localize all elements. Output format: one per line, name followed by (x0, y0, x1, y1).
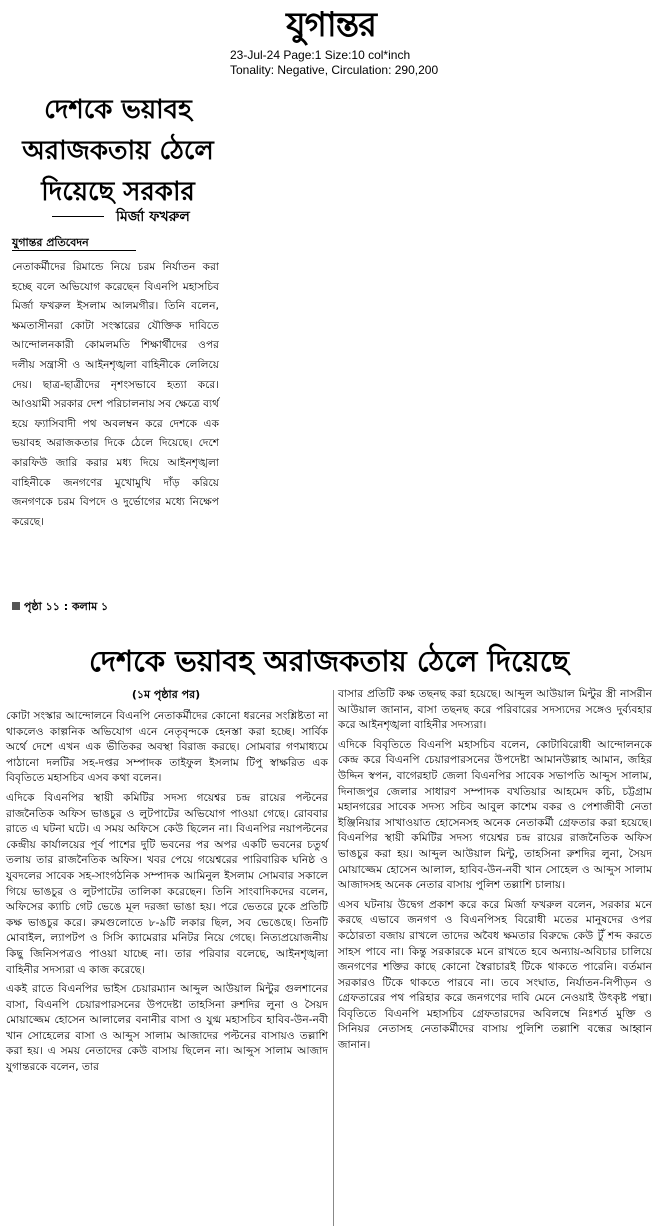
paragraph: কোটা সংস্কার আন্দোলনে বিএনপি নেতাকর্মীদের কোনো ধরনের সংশ্লিষ্টতা না থাকলেও কাল্পনিক অভিযোগ এনে নেতৃবৃন্দকে হেনস্তা করা হচ্ছে। সার্বিক অর্থে দেশে এখন এক ভীতিকর অবস্থা বিরাজ করছে। সোমবার গণমাধ্যমে পাঠানো দলটির সহ-দপ্তর সম্পাদক তাইফুল ইসলাম টিপু স্বাক্ষরিত এক বিবৃতিতে মহাসচিব এসব কথা বলেন। (6, 709, 328, 785)
paragraph: একই রাতে বিএনপির ভাইস চেয়ারম্যান আব্দুল আউয়াল মিন্টুর গুলশানের বাসা, বিএনপি চেয়ারপারসনের উপদেষ্টা তাহসিনা রুশদির লুনা ও সৈয়দ মোয়াজ্জেম হোসেন আলালের বনানীর বাসা ও যুগ্ম মহাসচিব হাবিব-উন-নবী খান সোহেলের বাসা ও আব্দুস সালাম আজাদের পল্টনের বাসায়ও তল্লাশি করা হয়। এ সময় নেতাদের কেউ বাসায় ছিলেন না। আব্দুস সালাম আজাদ যুগান্তরকে বলেন, তার (6, 982, 328, 1074)
continuation-right-column (338, 686, 652, 1057)
paragraph: বাসার প্রতিটি কক্ষ তছনছ করা হয়েছে। আব্দুল আউয়াল মিন্টুর স্ত্রী নাসরীন আউয়াল জানান, বাসা তছনছ করে পরিবারের সদস্যদের সঙ্গেও দুর্ব্যবহার করে আইনশৃঙ্খলা বাহিনীর সদস্যরা। (338, 687, 652, 732)
paragraph: এদিকে বিবৃতিতে বিএনপি মহাসচিব বলেন, কোটাবিরোধী আন্দোলনকে কেন্দ্র করে বিএনপি চেয়ারপারসনের উপদেষ্টা আমানউল্লাহ আমান, জহির উদ্দিন স্বপন, বাগেরহাট জেলা বিএনপির সাবেক সভাপতি আব্দুস সালাম, দিনাজপুর জেলার সাধারণ সম্পাদক বখতিয়ার আহমেদ কচি, চট্টগ্রাম মহানগরের সাবেক সদস্য সচিব আবুল কাশেম বকর ও পেশাজীবী নেতা ইঞ্জিনিয়ার সাখাওয়াত হোসেনসহ অনেক নেতাকর্মী গ্রেফতার করা হয়েছে। বিএনপির স্থায়ী কমিটির সদস্য গয়েশ্বর চন্দ্র রায়ের রাজনৈতিক অফিস ভাঙচুর করা হয়। আব্দুল আউয়াল মিন্টু, তাহসিনা রুশদির লুনা, সৈয়দ মোয়াজ্জেম হোসেন আলাল, হাবিব-উন-নবী খান সোহেল ও আব্দুস সালাম আজাদসহ অনেক নেতার বাসায় পুলিশ তল্লাশি চালায়। (338, 737, 652, 892)
front-headline-line: দিয়েছে সরকার (41, 177, 195, 207)
paragraph: এসব ঘটনায় উদ্বেগ প্রকাশ করে করে মির্জা ফখরুল বলেন, সরকার মনে করছে এভাবে জনগণ ও বিএনপিসহ বিরোধী মতের মানুষদের ওপর কঠোরতা বজায় রাখলে তাদের অবৈধ ক্ষমতার বিরুদ্ধে কেউ টুঁ শব্দ করতে সাহস পাবে না। কিন্তু সরকারকে মনে রাখতে হবে অন্যায়-অবিচার চালিয়ে জনগণের শক্তির কাছে কোনো স্বৈরাচারই টিকে থাকতে পারেনি। বর্তমান সরকারও টিকে থাকতে পারবে না। তবে সংঘাত, নির্যাতন-নিপীড়ন ও গ্রেফতারের পথ পরিহার করে জনগণের দাবি মেনে নেওয়াই উৎকৃষ্ট পন্থা। বিবৃতিতে বিএনপি মহাসচিব গ্রেফতারদের অবিলম্বে নিঃশর্ত মুক্তি ও সিনিয়র নেতাসহ নেতাকর্মীদের বাসায় পুলিশি তল্লাশি বন্ধের আহ্বান জানান। (338, 897, 652, 1052)
column-divider (333, 690, 334, 1226)
front-story-body: নেতাকর্মীদের রিমান্ডে নিয়ে চরম নির্যাতন করা হচ্ছে বলে অভিযোগ করেছেন বিএনপি মহাসচিব মির্জা ফখরুল ইসলাম আলমগীর। তিনি বলেন, ক্ষমতাসীনরা কোটা সংস্কারের যৌক্তিক দাবিতে আন্দোলনকারী কোমলমতি শিক্ষার্থীদের ওপর দলীয় সন্ত্রাসী ও আইনশৃঙ্খলা বাহিনীকে লেলিয়ে দেয়। ছাত্র-ছাত্রীদের নৃশংসভাবে হত্যা করে। আওয়ামী সরকার দেশ পরিচালনায় সব ক্ষেত্রে ব্যর্থ হয়ে ফ্যাসিবাদী পথ অবলম্বন করে দেশকে এক ভয়াবহ অরাজকতার দিকে ঠেলে দিয়েছে। দেশে কারফিউ জারি করার মধ্য দিয়ে আইনশৃঙ্খলা বাহিনীকে জনগণের মুখোমুখি দাঁড় করিয়ে জনগণকে চরম বিপদে ও দুর্ভোগের মধ্যে নিক্ষেপ করেছে। (12, 261, 219, 528)
continuation-headline: দেশকে ভয়াবহ অরাজকতায় ঠেলে দিয়েছে (89, 644, 569, 678)
front-headline-line: দেশকে ভয়াবহ (44, 95, 192, 125)
jump-text: পৃষ্ঠা ১১ : কলাম ১ (24, 600, 109, 613)
byline: মির্জা ফখরুল (116, 209, 190, 225)
reporter-rule (12, 250, 136, 251)
byline-rule (52, 216, 104, 217)
tonality-circulation: Tonality: Negative, Circulation: 290,200 (230, 63, 439, 77)
continued-from-label: (১ম পৃষ্ঠার পর) (131, 688, 201, 701)
continuation-left-column (6, 708, 328, 1079)
jump-line (12, 598, 108, 617)
masthead (0, 0, 658, 82)
reporter-credit: যুগান্তর প্রতিবেদন (12, 236, 89, 249)
square-bullet-icon (12, 602, 20, 610)
clip-info: 23-Jul-24 Page:1 Size:10 col*inch (230, 48, 411, 62)
paragraph: এদিকে বিএনপির স্থায়ী কমিটির সদস্য গয়েশ্বর চন্দ্র রায়ের পল্টনের রাজনৈতিক অফিস ভাঙচুর ও লুটপাটের অভিযোগ পাওয়া গেছে। রোববার রাতে এ ঘটনা ঘটে। এ সময় অফিসে কেউ ছিলেন না। বিএনপির নয়াপল্টনের কেন্দ্রীয় কার্যালয়ের পূর্ব পাশের দুটি ভবনের পর অপর একটি ভবনের চতুর্থ তলায় তার রাজনৈতিক অফিস। খবর পেয়ে গয়েশ্বরের পারিবারিক ঘনিষ্ঠ ও যুবদলের সাবেক সহ-সাংগঠনিক সম্পাদক আমিনুল ইসলাম সোমবার সকালে গিয়ে ভাঙচুর ও লুটপাটের তালিকা করেছেন। তিনি সাংবাদিকদের বলেন, অফিসের ক্যাচি গেট ভেঙে মূল দরজা ভাঙা হয়। পরে ভেতরে ঢুকে প্রতিটি কক্ষ ভাঙচুর করে। রুমগুলোতে ৮-৯টি লকার ছিল, সব ভেঙেছে। তিনটি মোবাইল, ল্যাপটপ ও সিসি ক্যামেরার মনিটর নিয়ে গেছে। নিত্যপ্রয়োজনীয় কিছু জিনিসপত্রও পাওয়া যাচ্ছে না। তার পরিবার বলেছে, আইনশৃঙ্খলা বাহিনীর সদস্যরা এ কাজ করেছে। (6, 790, 328, 976)
front-headline-line: অরাজকতায় ঠেলে (22, 136, 214, 166)
newspaper-logo: যুগান্তর (286, 5, 376, 45)
front-headline (8, 90, 228, 213)
